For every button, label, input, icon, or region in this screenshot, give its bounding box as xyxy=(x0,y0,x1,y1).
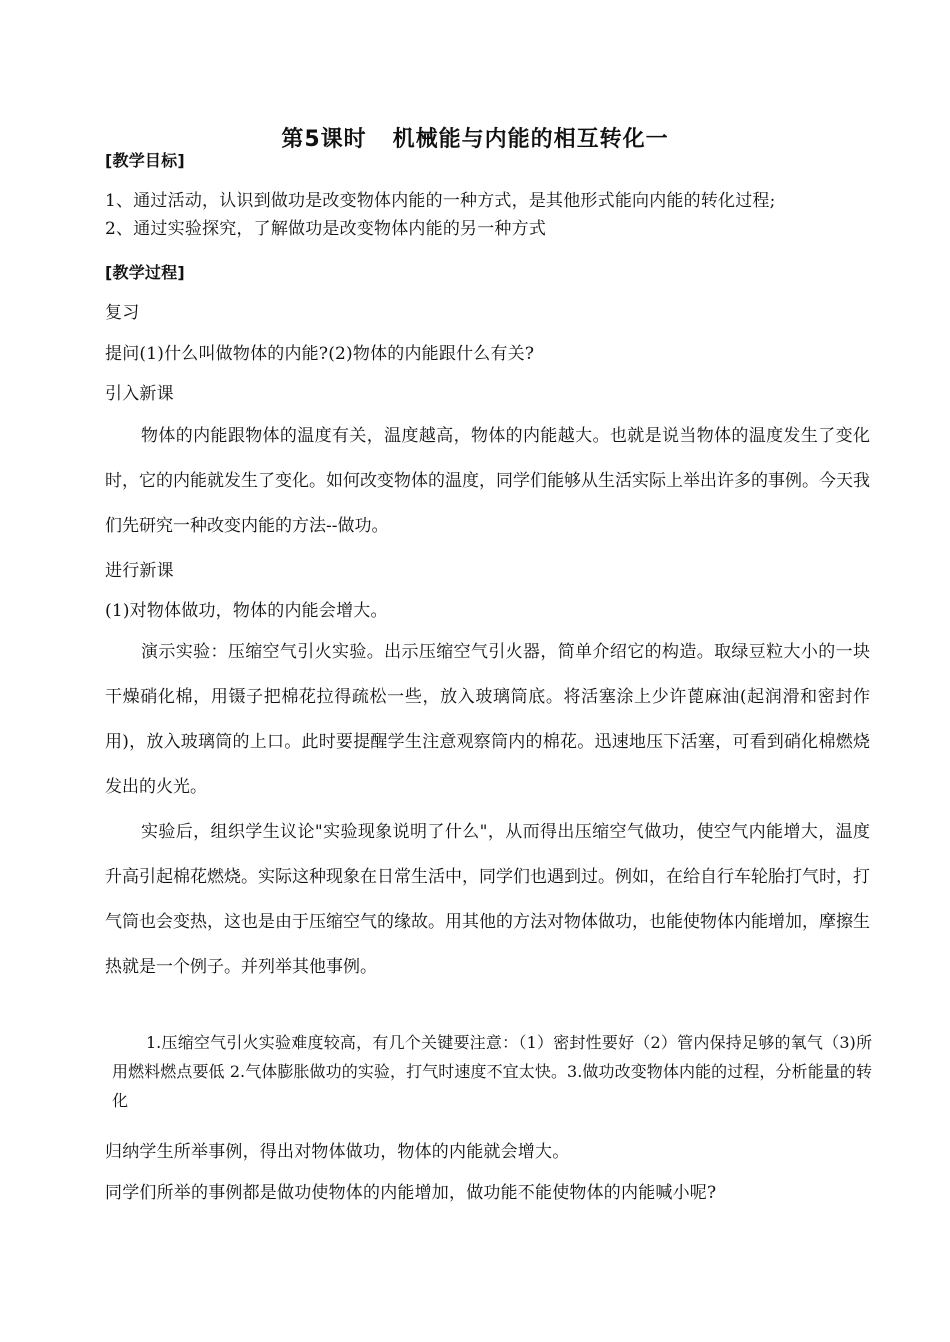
intro-paragraph: 物体的内能跟物体的温度有关，温度越高，物体的内能越大。也就是说当物体的温度发生了变化时，它的内能就发生了变化。如何改变物体的温度，同学们能够从生活实际上举出许多的事例。今天我们先研究一种改变内能的方法--做功。 xyxy=(105,426,870,536)
objectives-heading: [教学目标] xyxy=(105,151,185,170)
intro-label: 引入新课 xyxy=(105,384,174,404)
lesson-topic: 机械能与内能的相互转化一 xyxy=(392,127,669,152)
review-question: 提问(1)什么叫做物体的内能?(2)物体的内能跟什么有关? xyxy=(105,344,535,364)
page-title xyxy=(0,122,950,153)
lesson-number: 第5课时 xyxy=(281,127,367,152)
summary-line: 归纳学生所举事例，得出对物体做功，物体的内能就会增大。 xyxy=(105,1142,570,1162)
question-line: 同学们所举的事例都是做功使物体的内能增加，做功能不能使物体的内能喊小呢? xyxy=(105,1183,717,1203)
discussion-paragraph: 实验后，组织学生议论"实验现象说明了什么"，从而得出压缩空气做功，使空气内能增大，温度升高引起棉花燃烧。实际这种现象在日常生活中，同学们也遇到过。例如，在给自行车轮胎打气时，打气筒也会变热，这也是由于压缩空气的缘故。用其他的方法对物体做功，也能使物体内能增加，摩擦生热就是一个例子。并列举其他事例。 xyxy=(105,822,870,977)
point-1: (1)对物体做功，物体的内能会增大。 xyxy=(105,601,388,621)
objective-item-2: 2、通过实验探究，了解做功是改变物体内能的另一种方式 xyxy=(105,219,547,239)
process-heading: [教学过程] xyxy=(105,263,185,282)
review-label: 复习 xyxy=(105,303,140,323)
new-lesson-label: 进行新课 xyxy=(105,561,174,581)
objective-item-1: 1、通过活动，认识到做功是改变物体内能的一种方式，是其他形式能向内能的转化过程; xyxy=(105,191,776,211)
demo-paragraph: 演示实验：压缩空气引火实验。出示压缩空气引火器，简单介绍它的构造。取绿豆粒大小的一块干燥硝化棉，用镊子把棉花拉得疏松一些，放入玻璃筒底。将活塞涂上少许蓖麻油(起润滑和密封作用)，放入玻璃筒的上口。此时要提醒学生注意观察筒内的棉花。迅速地压下活塞，可看到硝化棉燃烧发出的火光。 xyxy=(105,642,870,797)
teaching-note: 1.压缩空气引火实验难度较高，有几个关键要注意：（1）密封性要好（2）管内保持足够的氧气（3)所用燃料燃点要低 2.气体膨胀做功的实验，打气时速度不宜太快。3.做功改变物体内能的过程，分析能量的转化 xyxy=(112,1033,872,1110)
